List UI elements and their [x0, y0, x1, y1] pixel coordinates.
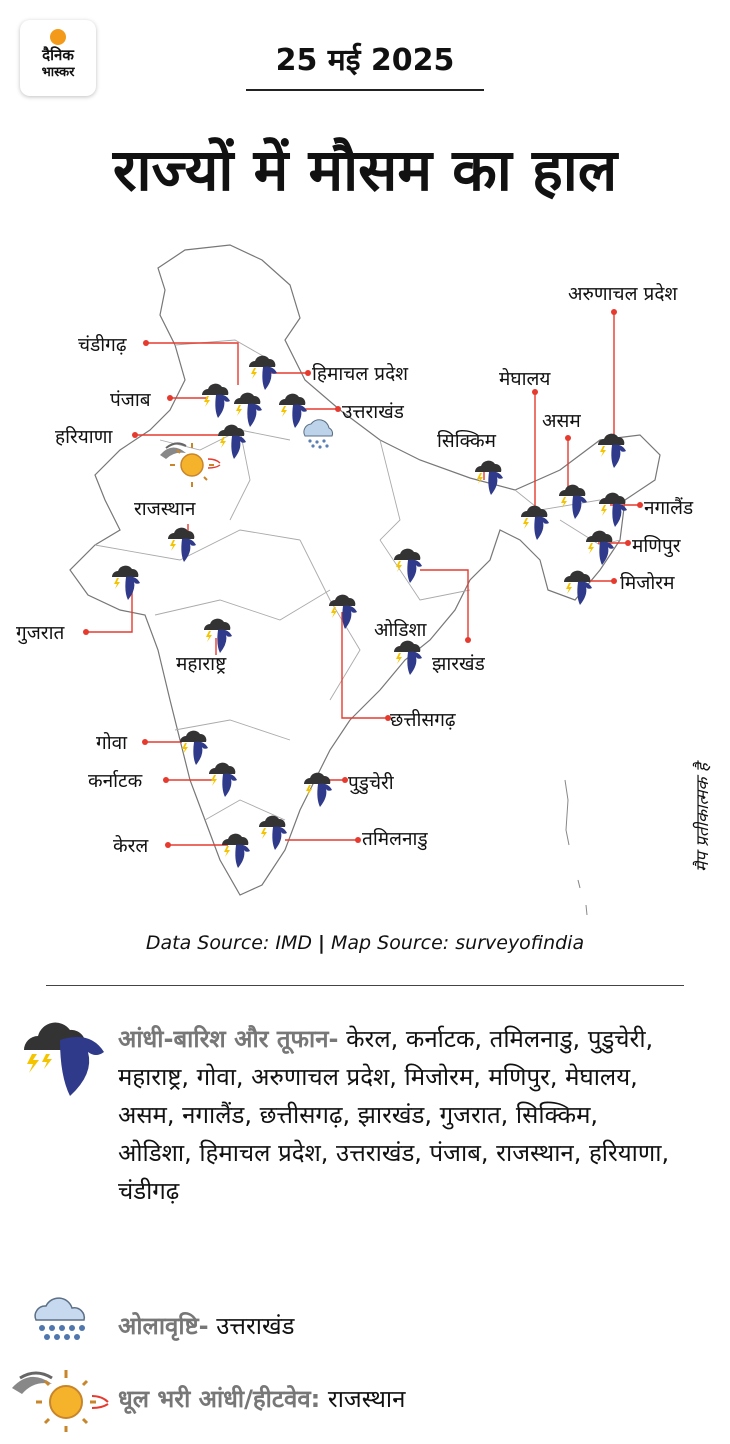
- label-chandigarh: चंडीगढ़: [78, 334, 127, 356]
- legend-storm-heading: आंधी-बारिश और तूफान-: [118, 1025, 339, 1053]
- label-rajasthan: राजस्थान: [134, 498, 196, 520]
- legend-hail-states: उत्तराखंड: [208, 1312, 295, 1340]
- dust-storm-sun-icon: [8, 1366, 114, 1432]
- label-himachal: हिमाचल प्रदेश: [312, 363, 409, 385]
- label-goa: गोवा: [96, 732, 128, 754]
- legend-dust-heading: धूल भरी आंधी/हीटवेव:: [118, 1385, 321, 1413]
- label-chhattisgarh: छत्तीसगढ़: [390, 709, 456, 731]
- data-source: Data Source: IMD: [145, 932, 313, 954]
- label-manipur: मणिपुर: [632, 535, 681, 557]
- label-haryana: हरियाणा: [55, 426, 113, 448]
- label-tamilnadu: तमिलनाडु: [362, 828, 428, 850]
- label-punjab: पंजाब: [110, 389, 151, 411]
- source-credit: [0, 932, 730, 954]
- label-assam: असम: [542, 410, 581, 432]
- legend-hail: [118, 1307, 678, 1345]
- label-arunachal: अरुणाचल प्रदेश: [568, 283, 678, 305]
- label-meghalaya: मेघालय: [499, 368, 551, 390]
- label-sikkim: सिक्किम: [437, 430, 496, 452]
- label-mizoram: मिजोरम: [620, 572, 675, 594]
- divider: [46, 985, 684, 986]
- map-disclaimer: मैप प्रतीकात्मक है: [693, 763, 713, 872]
- source-separator: |: [318, 932, 325, 954]
- legend-storm-states: केरल, कर्नाटक, तमिलनाडु, पुडुचेरी, महाराष्ट्र, गोवा, अरुणाचल प्रदेश, मिजोरम, मणिपुर, मेघालय, असम, नगालैंड, छत्तीसगढ़, झारखंड, गुजरात, सिक्किम, ओडिशा, हिमाचल प्रदेश, उत्तराखंड, पंजाब, राजस्थान, हरियाणा, चंडीगढ़: [118, 1025, 670, 1205]
- legend-dust: [118, 1380, 718, 1418]
- map-source: Map Source: surveyofindia: [331, 932, 585, 954]
- legend-hail-heading: ओलावृष्टि-: [118, 1312, 209, 1340]
- logo-line-2: भास्कर: [41, 65, 75, 80]
- label-uttarakhand: उत्तराखंड: [342, 401, 404, 423]
- label-nagaland: नगालैंड: [644, 497, 694, 519]
- label-karnataka: कर्नाटक: [88, 770, 143, 792]
- label-puducherry: पुडुचेरी: [348, 772, 394, 794]
- logo-sun-icon: [50, 29, 66, 45]
- label-kerala: केरल: [113, 835, 149, 857]
- dainik-bhaskar-logo: [20, 20, 96, 96]
- andaman-islands: [565, 780, 587, 915]
- label-odisha: ओडिशा: [374, 619, 427, 641]
- legend-dust-states: राजस्थान: [320, 1385, 406, 1413]
- hail-cloud-icon: [30, 1290, 92, 1346]
- storm-cloud-icon: [20, 1010, 110, 1100]
- label-jharkhand: झारखंड: [432, 653, 485, 675]
- page-title: राज्यों में मौसम का हाल: [112, 136, 618, 204]
- date-heading: 25 मई 2025: [275, 43, 455, 78]
- label-gujarat: गुजरात: [16, 622, 65, 644]
- date-underline: [246, 89, 484, 91]
- legend-storm: [118, 1020, 678, 1210]
- logo-line-1: दैनिक: [42, 46, 74, 64]
- label-maharashtra: महाराष्ट्र: [176, 653, 227, 675]
